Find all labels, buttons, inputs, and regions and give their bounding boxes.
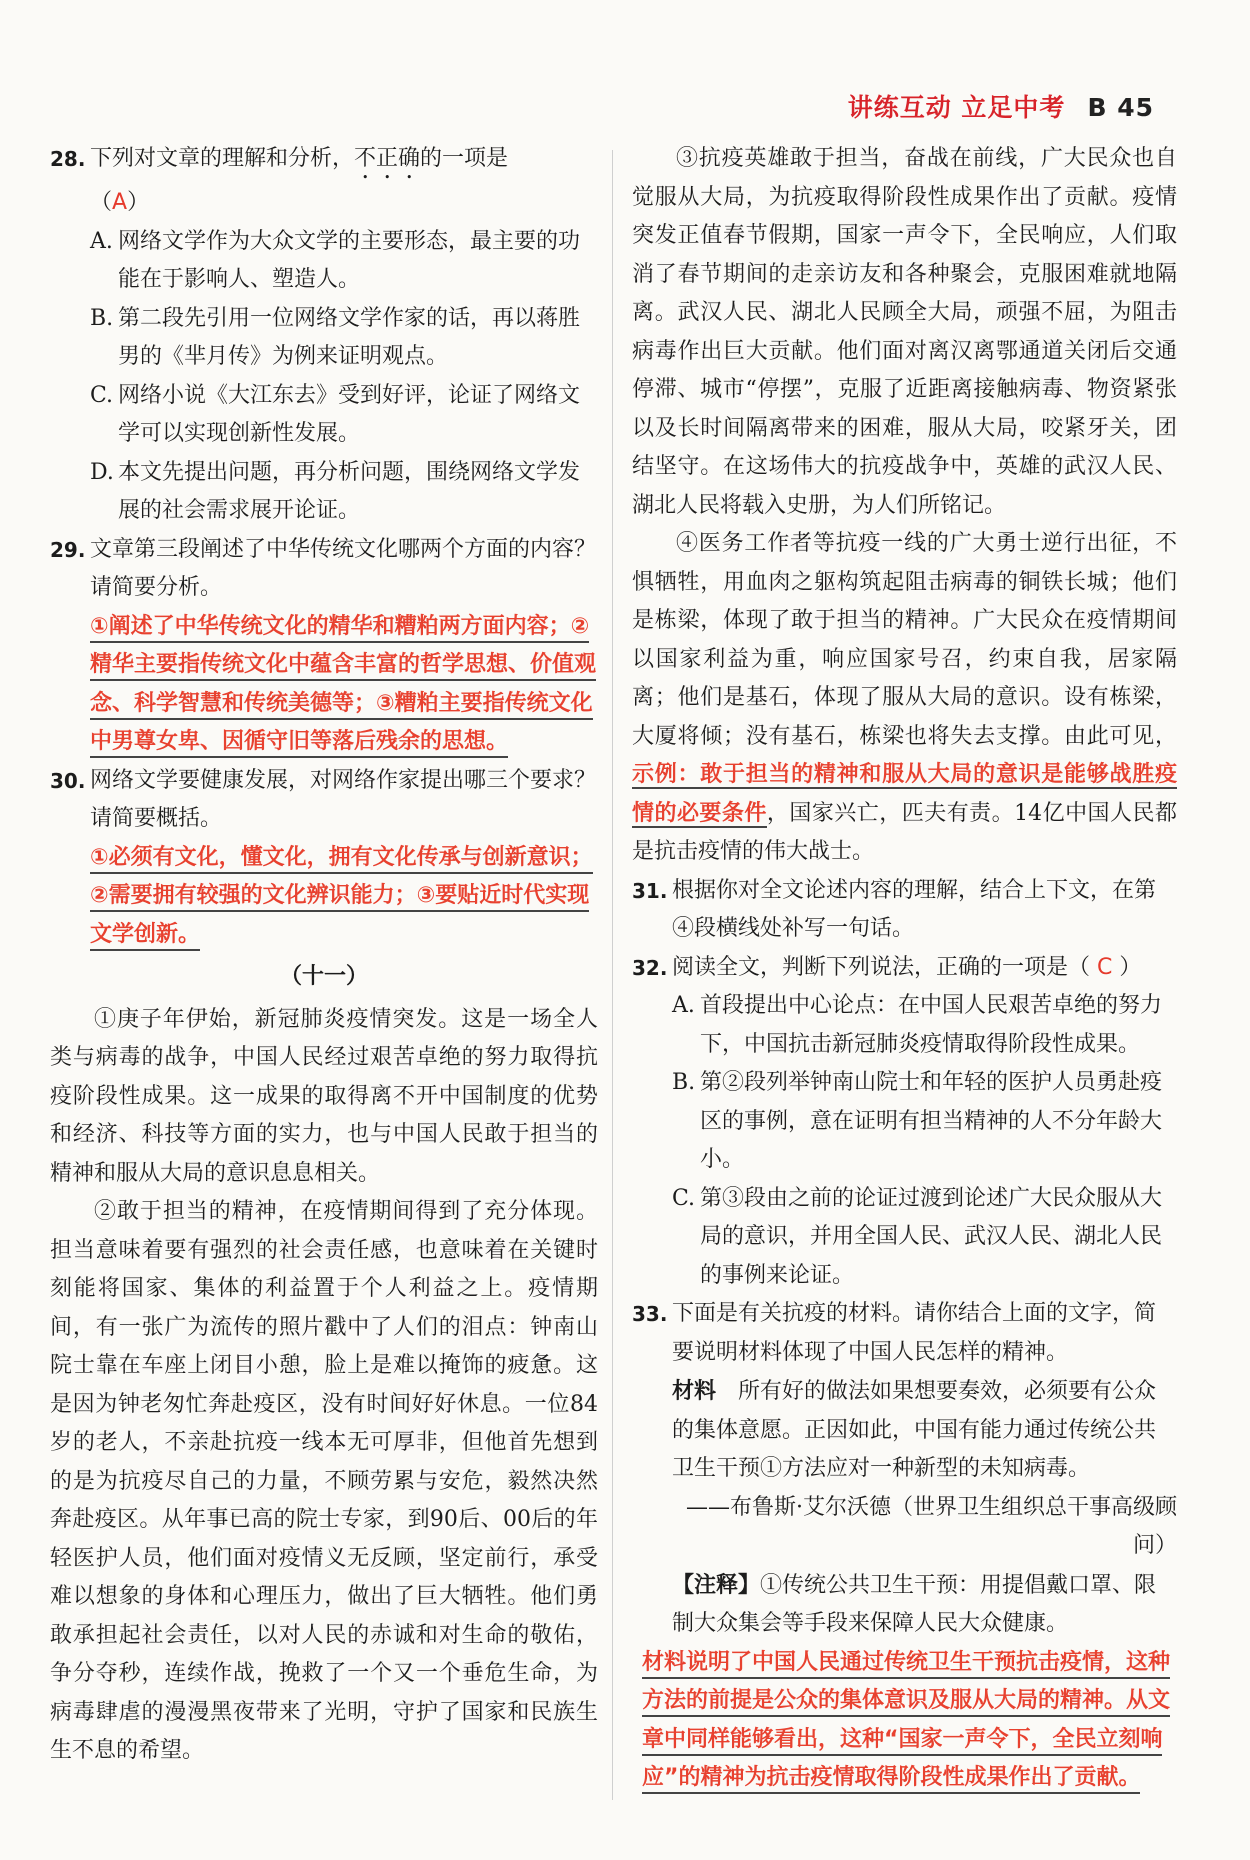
material-label: 材料 bbox=[672, 1378, 717, 1404]
right-column bbox=[632, 140, 1177, 1798]
paren: ） bbox=[1119, 954, 1142, 980]
option-text: 网络文学作为大众文学的主要形态，最主要的功能在于影响人、塑造人。 bbox=[118, 228, 581, 292]
option-label: A. bbox=[90, 228, 113, 254]
left-column bbox=[50, 140, 598, 1771]
answer-letter: A bbox=[112, 190, 128, 215]
option-c bbox=[50, 377, 598, 454]
emphasized-text: 不正确 bbox=[354, 146, 421, 171]
question-stem: 文章第三段阐述了中华传统文化哪两个方面的内容？请简要分析。 bbox=[90, 536, 597, 600]
question-stem: 网络文学要健康发展，对网络作家提出哪三个要求？请简要概括。 bbox=[90, 767, 597, 831]
page-header bbox=[848, 88, 1154, 124]
paragraph-2: ②敢于担当的精神，在疫情期间得到了充分体现。担当意味着要有强烈的社会责任感，也意味着在关键时刻能将国家、集体的利益置于个人利益之上。疫情期间，有一张广为流传的照片戳中了人们的泪点：钟南山院士靠在车座上闭目小憩，脸上是难以掩饰的疲惫。这是因为钟老匆忙奔赴疫区，没有时间好好休息。一位84岁的老人，不亲赴抗疫一线本无可厚非，但他首先想到的是为抗疫尽自己的力量，不顾劳累与安危，毅然决然奔赴疫区。从年事已高的院士专家，到90后、00后的年轻医护人员，他们面对疫情义无反顾，坚定前行，承受难以想象的身体和心理压力，做出了巨大牺牲。他们勇敢承担起社会责任，以对人民的赤诚和对生命的敬佑，争分夺秒，连续作战，挽救了一个又一个垂危生命，为病毒肆虐的漫漫黑夜带来了光明，守护了国家和民族生生不息的希望。 bbox=[50, 1199, 598, 1763]
question-stem: 阅读全文，判断下列说法，正确的一项是（ bbox=[672, 954, 1091, 980]
question-stem: 下面是有关抗疫的材料。请你结合上面的文字，简要说明材料体现了中国人民怎样的精神。 bbox=[672, 1301, 1157, 1365]
header-title: 讲练互动 立足中考 bbox=[847, 93, 1066, 122]
page-number: B 45 bbox=[1087, 93, 1154, 122]
handwritten-answer: 材料说明了中国人民通过传统卫生干预抗击疫情，这种方法的前提是公众的集体意识及服从大局的精神。从文章中同样能够看出，这种“国家一声令下，全民立刻响应”的精神为抗击疫情取得阶段性成果作出了贡献。 bbox=[642, 1650, 1170, 1795]
option-label: B. bbox=[90, 305, 114, 331]
material bbox=[632, 1372, 1177, 1489]
option-label: B. bbox=[672, 1070, 696, 1095]
option-text: 第二段先引用一位网络文学作家的话，再以蒋胜男的《芈月传》为例来证明观点。 bbox=[118, 305, 581, 369]
paren: ） bbox=[127, 190, 150, 215]
answer-line bbox=[50, 184, 598, 223]
question-number: 32. bbox=[632, 955, 668, 980]
option-c bbox=[632, 1180, 1177, 1296]
answer-letter: C bbox=[1097, 954, 1113, 980]
question-number: 28. bbox=[50, 147, 86, 171]
option-text: 首段提出中心论点：在中国人民艰苦卓绝的努力下，中国抗击新冠肺炎疫情取得阶段性成果。 bbox=[700, 993, 1163, 1057]
paren: （ bbox=[90, 190, 113, 215]
handwritten-answer: ①必须有文化，懂文化，拥有文化传承与创新意识；②需要拥有较强的文化辨识能力；③要贴近时代实现文学创新。 bbox=[90, 845, 593, 951]
paragraph-4 bbox=[632, 525, 1177, 872]
option-label: C. bbox=[672, 1185, 696, 1211]
option-b bbox=[50, 300, 598, 377]
question-number: 29. bbox=[50, 537, 86, 562]
material-text: 所有好的做法如果想要奏效，必须要有公众的集体意愿。正因如此，中国有能力通过传统公共卫生干预①方法应对一种新型的未知病毒。 bbox=[672, 1379, 1157, 1481]
question-30 bbox=[50, 762, 598, 839]
option-text: 本文先提出问题，再分析问题，围绕网络文学发展的社会需求展开论证。 bbox=[118, 459, 581, 523]
option-label: A. bbox=[672, 993, 695, 1018]
question-number: 31. bbox=[632, 878, 668, 903]
option-text: 网络小说《大江东去》受到好评，论证了网络文学可以实现创新性发展。 bbox=[118, 382, 581, 446]
citation: ——布鲁斯·艾尔沃德（世界卫生组织总干事高级顾问） bbox=[686, 1494, 1177, 1558]
section-title: （十一） bbox=[279, 964, 368, 989]
question-number: 30. bbox=[50, 768, 86, 793]
paragraph-3: ③抗疫英雄敢于担当，奋战在前线，广大民众也自觉服从大局，为抗疫取得阶段性成果作出了贡献。疫情突发正值春节假期，国家一声令下，全民响应，人们取消了春节期间的走亲访友和各种聚会，克服困难就地隔离。武汉人民、湖北人民顾全大局，顽强不屈，为阻击病毒作出巨大贡献。他们面对离汉离鄂通道关闭后交通停滞、城市“停摆”，克服了近距离接触病毒、物资紧张以及长时间隔离带来的困难，服从大局，咬紧牙关，团结坚守。在这场伟大的抗疫战争中，英雄的武汉人民、湖北人民将载入史册，为人们所铭记。 bbox=[632, 146, 1177, 518]
option-label: D. bbox=[90, 459, 114, 485]
question-33 bbox=[632, 1295, 1177, 1372]
option-b bbox=[632, 1064, 1177, 1180]
question-32 bbox=[632, 949, 1177, 988]
paragraph-text: ，国家兴亡，匹夫有责。14亿中国人民都是抗击疫情的伟大战士。 bbox=[632, 800, 1177, 864]
question-stem-part: 下列对文章的理解和分析， bbox=[90, 146, 355, 171]
option-label: C. bbox=[90, 382, 114, 408]
answer-29 bbox=[90, 608, 598, 762]
fill-in-answer: 示例：敢于担当的精神和服从大局的意识是能够战胜疫情的必要条件 bbox=[632, 762, 1177, 826]
handwritten-answer: ①阐述了中华传统文化的精华和糟粕两方面内容；②精华主要指传统文化中蕴含丰富的哲学思想、价值观念、科学智慧和传统美德等；③糟粕主要指传统文化中男尊女卑、因循守旧等落后残余的思想。 bbox=[90, 614, 596, 759]
paragraph-1: ①庚子年伊始，新冠肺炎疫情突发。这是一场全人类与病毒的战争，中国人民经过艰苦卓绝的努力取得抗疫阶段性成果。这一成果的取得离不开中国制度的优势和经济、科技等方面的实力，也与中国人民敢于担当的精神和服从大局的意识息息相关。 bbox=[50, 1006, 598, 1186]
note-text: ①传统公共卫生干预：用提倡戴口罩、限制大众集会等手段来保障人民大众健康。 bbox=[672, 1572, 1157, 1636]
option-a bbox=[50, 223, 598, 300]
answer-30 bbox=[90, 839, 598, 955]
question-stem: 根据你对全文论述内容的理解，结合上下文，在第④段横线处补写一句话。 bbox=[672, 877, 1157, 941]
question-number: 33. bbox=[632, 1302, 668, 1326]
option-text: 第③段由之前的论证过渡到论述广大民众服从大局的意识，并用全国人民、武汉人民、湖北人民的事例来论证。 bbox=[700, 1185, 1163, 1288]
answer-33 bbox=[642, 1644, 1177, 1798]
option-text: 第②段列举钟南山院士和年轻的医护人员勇赴疫区的事例，意在证明有担当精神的人不分年龄大小。 bbox=[700, 1070, 1163, 1172]
option-a bbox=[632, 987, 1177, 1064]
question-31 bbox=[632, 872, 1177, 949]
paragraph-text: ④医务工作者等抗疫一线的广大勇士逆行出征，不惧牺牲，用血肉之躯构筑起阻击病毒的铜铁长城；他们是栋梁，体现了敢于担当的精神。广大民众在疫情期间以国家利益为重，响应国家号召，约束自我，居家隔离；他们是基石，体现了服从大局的意识。设有栋梁，大厦将倾；没有基石，栋梁也将失去支撑。由此可见， bbox=[632, 531, 1177, 749]
note-label: 【注释】 bbox=[672, 1571, 761, 1598]
question-stem-part: 的一项是 bbox=[420, 146, 509, 171]
column-divider bbox=[612, 150, 613, 1800]
question-29 bbox=[50, 531, 598, 608]
question-28 bbox=[50, 140, 598, 184]
option-d bbox=[50, 454, 598, 531]
note bbox=[632, 1566, 1177, 1644]
